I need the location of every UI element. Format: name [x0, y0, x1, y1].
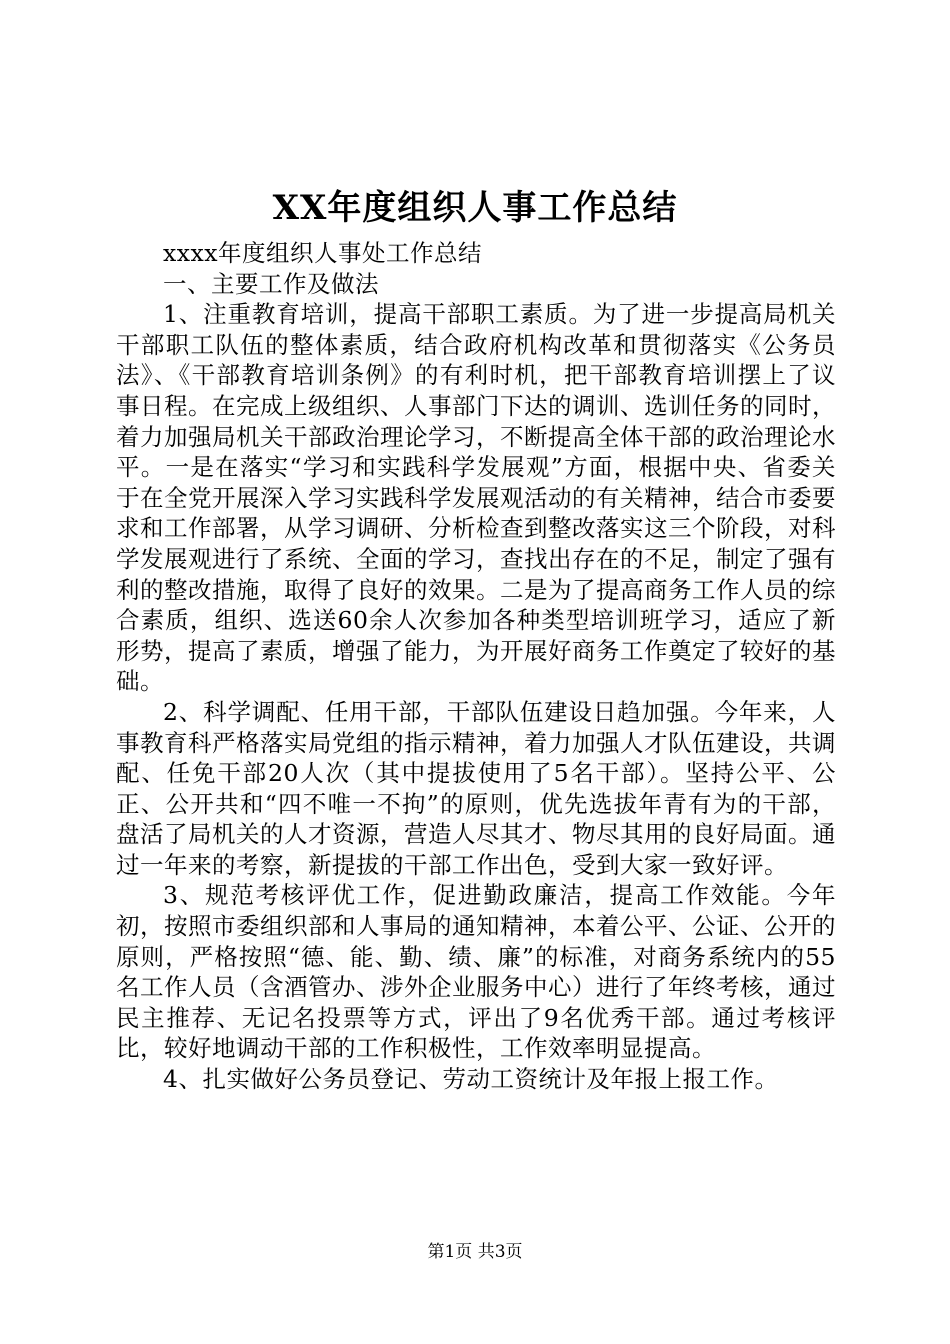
body-paragraph: 1、注重教育培训，提高干部职工素质。为了进一步提高局机关干部职工队伍的整体素质，结合政府机构改革和贯彻落实《公务员法》、《干部教育培训条例》的有利时机，把干部教育培训摆上了议事日程。在完成上级组织、人事部门下达的调训、选训任务的同时，着力加强局机关干部政治理论学习，不断提高全体干部的政治理论水平。一是在落实“学习和实践科学发展观”方面，根据中央、省委关于在全党开展深入学习实践科学发展观活动的有关精神，结合市委要求和工作部署，从学习调研、分析检查到整改落实这三个阶段，对科学发展观进行了系统、全面的学习，查找出存在的不足，制定了强有利的整改措施，取得了良好的效果。二是为了提高商务工作人员的综合素质，组织、选送60余人次参加各种类型培训班学习，适应了新形势，提高了素质，增强了能力，为开展好商务工作奠定了较好的基础。: [116, 300, 836, 696]
document-title: XX年度组织人事工作总结: [272, 188, 678, 228]
subtitle-paragraph: xxxx年度组织人事处工作总结: [163, 239, 483, 267]
body-paragraph: 2、科学调配、任用干部，干部队伍建设日趋加强。今年来，人事教育科严格落实局党组的指示精神，着力加强人才队伍建设，共调配、任免干部20人次（其中提拔使用了5名干部）。坚持公平、公正、公开共和“四不唯一不拘”的原则，优先选拔年青有为的干部，盘活了局机关的人才资源，营造人尽其才、物尽其用的良好局面。通过一年来的考察，新提拔的干部工作出色，受到大家一致好评。: [116, 697, 836, 879]
body-paragraph: 3、规范考核评优工作，促进勤政廉洁，提高工作效能。今年初，按照市委组织部和人事局的通知精神，本着公平、公证、公开的原则，严格按照“德、能、勤、绩、廉”的标准，对商务系统内的55名工作人员（含酒管办、涉外企业服务中心）进行了年终考核，通过民主推荐、无记名投票等方式，评出了9名优秀干部。通过考核评比，较好地调动干部的工作积极性，工作效率明显提高。: [116, 881, 836, 1063]
document-body: [116, 238, 836, 1095]
body-paragraph: 4、扎实做好公务员登记、劳动工资统计及年报上报工作。: [163, 1065, 779, 1094]
section-heading: 一、主要工作及做法: [163, 269, 379, 298]
page-number-footer: 第1页 共3页: [427, 1242, 523, 1262]
